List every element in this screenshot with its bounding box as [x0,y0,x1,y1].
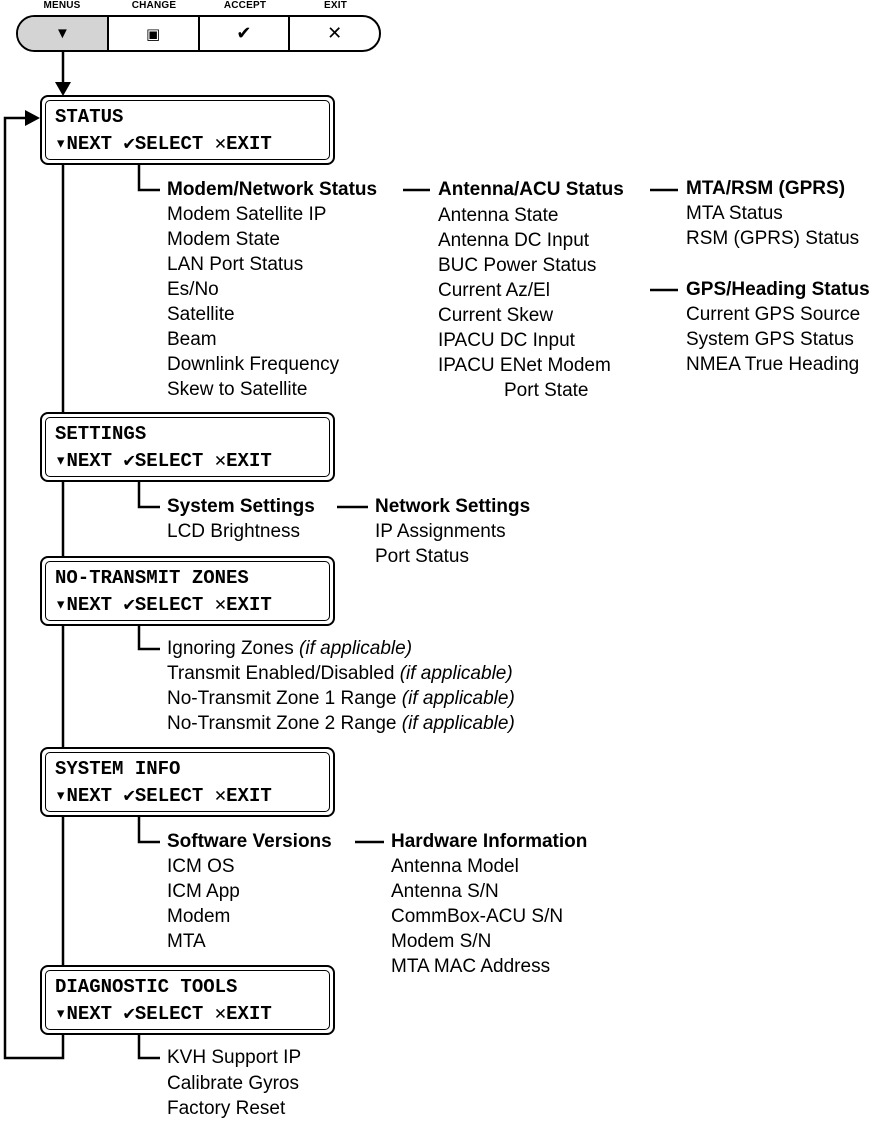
list-item: Modem Satellite IP [167,204,327,225]
lcd-title: SYSTEM INFO [55,758,181,780]
list-item: MTA Status [686,203,783,224]
list-item: NMEA True Heading [686,354,860,375]
software-versions-heading: Software Versions [167,831,332,852]
lcd-no-transmit [40,556,335,626]
accept-button[interactable] [198,17,289,50]
qualifier-text: (if applicable) [299,638,413,659]
list-item: LCD Brightness [167,521,301,542]
keypad-button-bar [16,15,381,52]
settings-branch-line [139,482,160,507]
diagnostic-branch-line [139,1035,160,1058]
arrow-to-status [55,82,71,96]
list-item: IPACU DC Input [438,330,575,351]
accept-header: ACCEPT [223,0,267,11]
lcd-nav: ▾NEXT ✔SELECT ✕EXIT [55,450,272,472]
lcd-nav: ▾NEXT ✔SELECT ✕EXIT [55,133,272,155]
list-item: ICM OS [167,856,235,877]
list-item: Current GPS Source [686,304,861,325]
qualifier-text: (if applicable) [401,688,515,709]
mta-rsm-heading: MTA/RSM (GPRS) [686,178,846,199]
hardware-information-heading: Hardware Information [391,831,588,852]
list-item: Beam [167,329,217,350]
list-item: Ignoring Zones (if applicable) [167,638,413,659]
lcd-title: DIAGNOSTIC TOOLS [55,976,238,998]
lcd-nav: ▾NEXT ✔SELECT ✕EXIT [55,785,272,807]
list-item: LAN Port Status [167,254,304,275]
list-item: Skew to Satellite [167,379,308,400]
list-item: Antenna State [438,205,559,226]
list-item: KVH Support IP [167,1047,302,1068]
system-info-branch-line [139,817,160,842]
lcd-title: STATUS [55,106,124,128]
list-item: Downlink Frequency [167,354,340,375]
gps-heading-heading: GPS/Heading Status [686,279,870,300]
list-item: Es/No [167,279,219,300]
down-arrow-icon: ▼ [54,25,70,42]
square-icon: ▣ [146,25,161,43]
change-button[interactable] [107,17,198,50]
list-item: IP Assignments [375,521,506,542]
list-item: CommBox-ACU S/N [391,906,564,927]
lcd-system-info [40,747,335,817]
list-item: System GPS Status [686,329,854,350]
no-transmit-branch-line [139,626,160,649]
list-item: RSM (GPRS) Status [686,228,860,249]
close-icon: ✕ [327,23,343,43]
arrow-loop-back [25,110,40,126]
list-item: Current Skew [438,305,554,326]
menus-header: MENUS [43,0,81,11]
lcd-nav: ▾NEXT ✔SELECT ✕EXIT [55,1003,272,1025]
menus-button[interactable] [18,17,107,50]
list-item: Transmit Enabled/Disabled (if applicable) [167,663,513,684]
list-item: Satellite [167,304,235,325]
list-item: Modem S/N [391,931,492,952]
list-item: Calibrate Gyros [167,1073,299,1094]
list-item: BUC Power Status [438,255,597,276]
lcd-diagnostic [40,965,335,1035]
list-item: Modem State [167,229,280,250]
list-item: Port Status [375,546,469,567]
list-item: Antenna Model [391,856,519,877]
list-item: Antenna S/N [391,881,499,902]
list-item: ICM App [167,881,240,902]
list-item: Current Az/El [438,280,550,301]
list-item: Factory Reset [167,1098,286,1119]
lcd-status [40,95,335,165]
exit-header: EXIT [323,0,348,11]
check-icon: ✔ [236,23,252,43]
list-item: No-Transmit Zone 2 Range (if applicable) [167,713,515,734]
lcd-title: SETTINGS [55,423,147,445]
list-item: Modem [167,906,231,927]
list-item: MTA MAC Address [391,956,551,977]
qualifier-text: (if applicable) [401,713,515,734]
antenna-acu-heading: Antenna/ACU Status [438,179,624,200]
system-settings-heading: System Settings [167,496,315,517]
lcd-title: NO-TRANSMIT ZONES [55,567,249,589]
status-branch-line [139,165,160,190]
exit-button[interactable] [288,17,379,50]
list-item: Port State [504,380,589,401]
modem-network-heading: Modem/Network Status [167,179,378,200]
network-settings-heading: Network Settings [375,496,531,517]
list-item: No-Transmit Zone 1 Range (if applicable) [167,688,515,709]
list-item: MTA [167,931,206,952]
change-header: CHANGE [131,0,177,11]
list-item: IPACU ENet Modem [438,355,611,376]
lcd-nav: ▾NEXT ✔SELECT ✕EXIT [55,594,272,616]
lcd-settings [40,412,335,482]
list-item: Antenna DC Input [438,230,590,251]
qualifier-text: (if applicable) [399,663,513,684]
